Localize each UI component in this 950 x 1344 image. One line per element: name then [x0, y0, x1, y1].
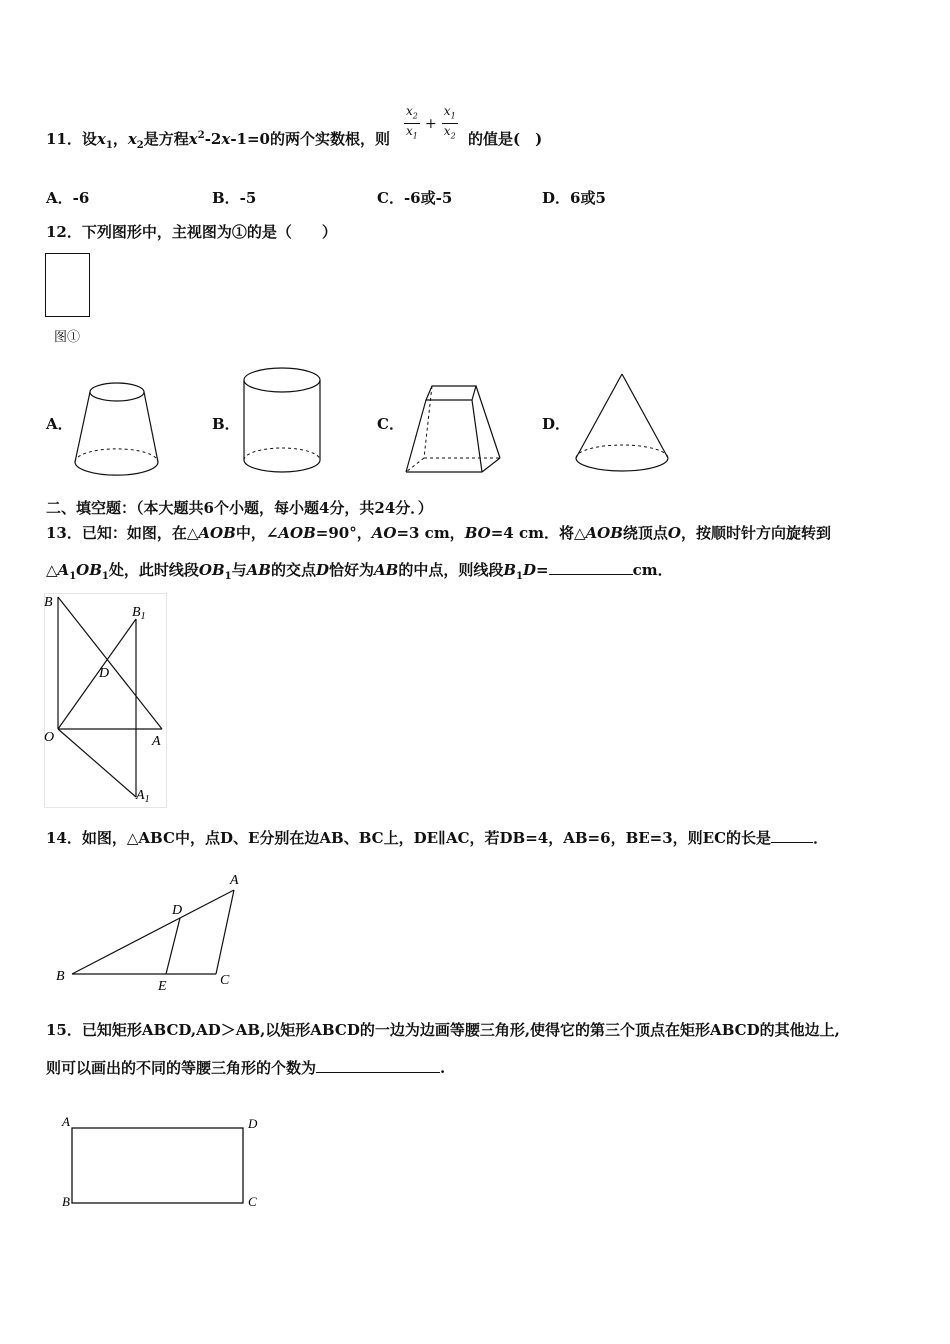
q15-rectangle-figure	[58, 1112, 268, 1216]
q12-option-b[interactable]: B．	[212, 415, 240, 433]
q12-figure-1-rectangle	[45, 253, 90, 317]
q13-label-d: D	[99, 666, 110, 681]
q12-stem: 12．下列图形中，主视图为①的是（ ）	[46, 223, 337, 241]
q12-prismatoid-figure	[402, 380, 506, 478]
q13-stem-line-1: 13．已知：如图，在△AOB中，∠AOB=90°，AO=3 cm，BO=4 cm．将△AOB绕顶点O，按顺时针方向旋转到	[46, 524, 831, 542]
q11-stem: 11．设$x_1$，$x_2$是方程$x^2-2x-1=0$的两个实数根，则	[46, 130, 390, 151]
q11-option-c[interactable]: C．-6或-5	[377, 189, 453, 207]
q13-label-a1: $A_1$	[136, 788, 150, 805]
q14-label-b: B	[56, 969, 65, 984]
q11-option-d[interactable]: D．6或5	[542, 189, 606, 207]
q14-label-d: D	[172, 903, 183, 918]
q15-stem-line-1: 15．已知矩形ABCD,AD＞AB,以矩形ABCD的一边为边画等腰三角形,使得它的第三个顶点在矩形ABCD的其他边上,	[46, 1021, 840, 1039]
q15-label-c: C	[248, 1194, 257, 1209]
q14-label-c: C	[220, 973, 230, 988]
q14-label-e: E	[158, 979, 167, 994]
q11-fraction-expression: $\frac{x_2}{x_1}$ + $\frac{x_1}{x_2}$	[406, 104, 456, 141]
q15-label-a: A	[62, 1114, 70, 1129]
q12-option-d[interactable]: D．	[542, 415, 571, 433]
q11-stem-end: 的值是( )	[468, 130, 543, 148]
q12-cone-figure	[572, 370, 672, 476]
q13-stem-line-2: $\triangle A_1OB_1$处，此时线段$OB_1$与AB的交点D恰好为AB的中点，则线段$B_1D=$ cm．	[46, 561, 673, 582]
q14-stem: 14．如图，△ABC中，点D、E分别在边AB、BC上，DE∥AC，若DB=4，AB=6，BE=3，则EC的长是 ．	[46, 829, 829, 847]
q14-triangle-figure	[50, 868, 250, 996]
q13-label-o: O	[44, 730, 55, 745]
q12-option-c[interactable]: C．	[377, 415, 404, 433]
q12-option-a[interactable]: A．	[46, 415, 73, 433]
q15-stem-line-2: 则可以画出的不同的等腰三角形的个数为 .	[46, 1059, 446, 1077]
q13-label-a: A	[152, 734, 161, 749]
section-2-title: 二、填空题：（本大题共6个小题，每小题4分，共24分．）	[46, 499, 433, 517]
q15-answer-blank[interactable]	[316, 1058, 440, 1073]
q13-rotation-figure	[44, 593, 168, 809]
q13-label-b: B	[44, 595, 53, 610]
q14-label-a: A	[230, 873, 239, 888]
q15-label-b: B	[62, 1194, 70, 1209]
q11-option-a[interactable]: A．-6	[46, 189, 90, 207]
q12-figure-1-label: 图①	[54, 330, 81, 345]
q12-cylinder-figure	[238, 362, 326, 478]
q12-frustum-figure	[70, 380, 164, 482]
q13-answer-blank[interactable]	[549, 560, 633, 575]
q15-label-d: D	[248, 1116, 258, 1131]
q11-option-b[interactable]: B．-5	[212, 189, 257, 207]
q13-label-b1: $B_1$	[132, 605, 146, 622]
q14-answer-blank[interactable]	[771, 828, 813, 843]
